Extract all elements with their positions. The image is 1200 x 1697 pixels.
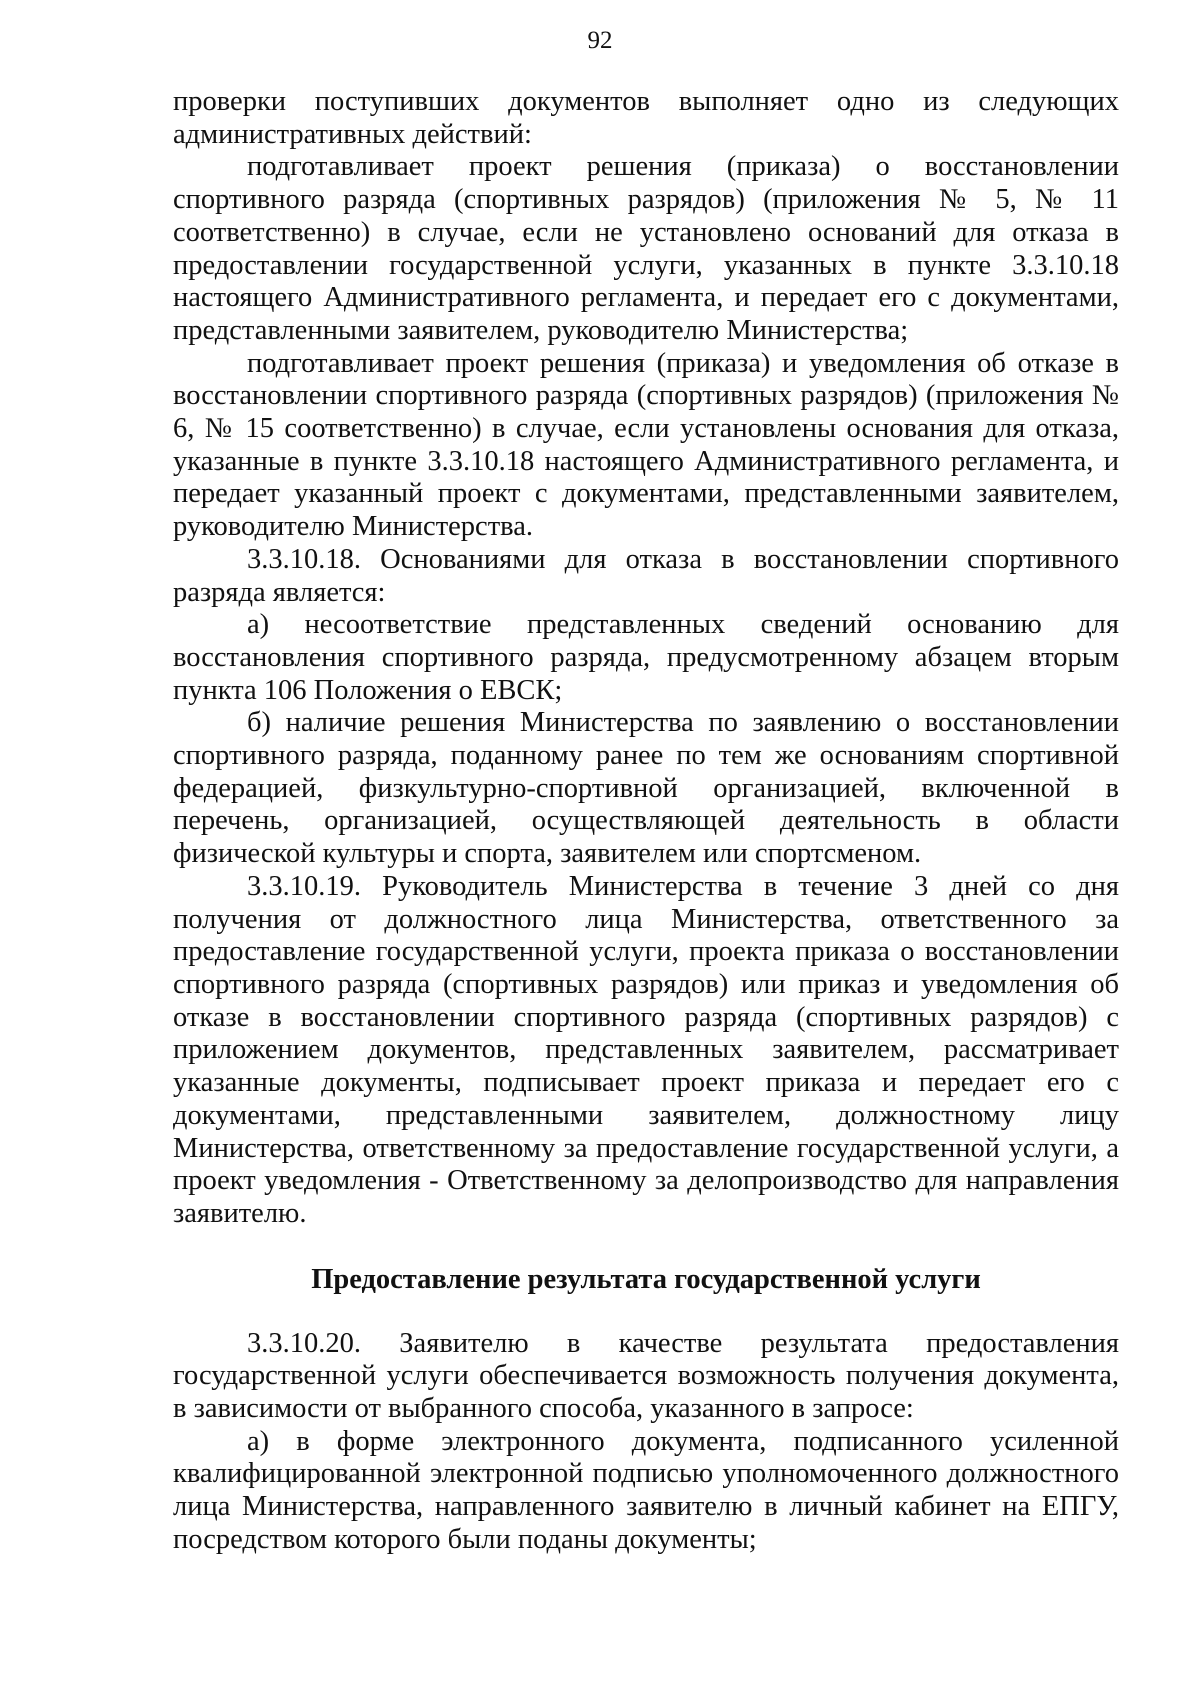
paragraph-item-b: б) наличие решения Министерства по заявлению о восстановлении спортивного разряда, поданному ранее по тем же основаниям спортивной федерацией, физкультурно-спортивной организацией, включенной в перечень, организацией, осуществляющей деятельность в области физической культуры и спорта, заявителем или спортсменом.: [173, 707, 1119, 870]
paragraph-prepare-decision: подготавливает проект решения (приказа) о восстановлении спортивного разряда (спортивных разрядов) (приложения № 5, № 11 соответственно) в случае, если не установлено оснований для отказа в предоставлении государственной услуги, указанных в пункте 3.3.10.18 настоящего Административного регламента, и передает его с документами, представленными заявителем, руководителю Министерства;: [173, 151, 1119, 346]
paragraph-3-3-10-18: 3.3.10.18. Основаниями для отказа в восстановлении спортивного разряда является:: [173, 543, 1119, 608]
page-number: 92: [587, 27, 613, 54]
paragraph-electronic-document: а) в форме электронного документа, подписанного усиленной квалифицированной электронной подписью уполномоченного должностного лица Министерства, направленного заявителю в личный кабинет на ЕПГУ, посредством которого были поданы документы;: [173, 1425, 1119, 1555]
paragraph-intro: проверки поступивших документов выполняет одно из следующих административных действий:: [173, 86, 1119, 150]
section-heading: Предоставление результата государственной услуги: [311, 1263, 981, 1295]
paragraph-item-a: а) несоответствие представленных сведений основанию для восстановления спортивного разряда, предусмотренному абзацем вторым пункта 106 Положения о ЕВСК;: [173, 609, 1119, 706]
paragraph-3-3-10-19: 3.3.10.19. Руководитель Министерства в течение 3 дней со дня получения от должностного лица Министерства, ответственного за предоставление государственной услуги, проекта приказа о восстановлении спортивного разряда (спортивных разрядов) или приказ и уведомления об отказе в восстановлении спортивного разряда (спортивных разрядов) с приложением документов, представленных заявителем, рассматривает указанные документы, подписывает проект приказа и передает его с документами, представленными заявителем, должностному лицу Министерства, ответственному за предоставление государственной услуги, а проект уведомления - Ответственному за делопроизводство для направления заявителю.: [173, 870, 1119, 1229]
paragraph-prepare-refusal: подготавливает проект решения (приказа) и уведомления об отказе в восстановлении спортивного разряда (спортивных разрядов) (приложения № 6, № 15 соответственно) в случае, если установлены основания для отказа, указанные в пункте 3.3.10.18 настоящего Административного регламента, и передает указанный проект с документами, представленными заявителем, руководителю Министерства.: [173, 347, 1119, 543]
document-body: [173, 86, 1119, 1557]
paragraph-3-3-10-20: 3.3.10.20. Заявителю в качестве результата предоставления государственной услуги обеспечивается возможность получения документа, в зависимости от выбранного способа, указанного в запросе:: [173, 1327, 1119, 1425]
